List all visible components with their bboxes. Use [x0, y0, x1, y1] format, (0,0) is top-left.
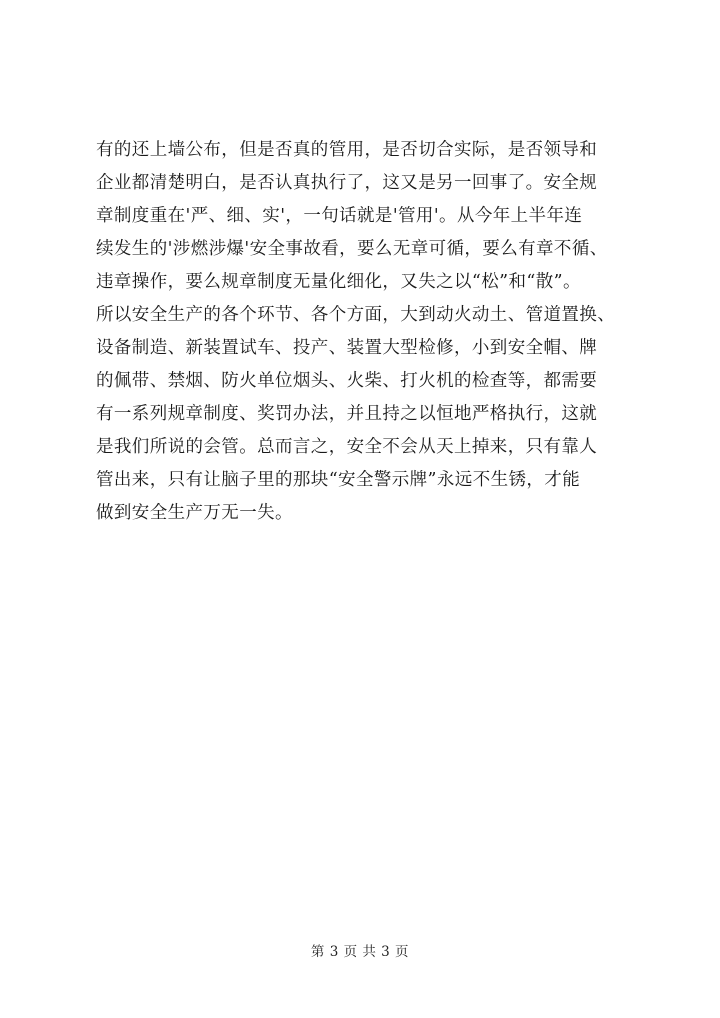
text-line: 是我们所说的会管。总而言之，安全不会从天上掉来，只有靠人 — [96, 437, 598, 457]
text-line: 有一系列规章制度、奖罚办法，并且持之以恒地严格执行，这就 — [96, 404, 598, 424]
text-line: 违章操作，要么规章制度无量化细化，又失之以“松”和“散”。 — [96, 272, 581, 292]
text-line: 有的还上墙公布，但是否真的管用，是否切合实际，是否领导和 — [96, 140, 598, 160]
text-line: 章制度重在'严、细、实'，一句话就是'管用'。从今年上半年连 — [96, 206, 583, 226]
text-line: 做到安全生产万无一失。 — [96, 503, 293, 523]
page-footer: 第 3 页 共 3 页 — [310, 944, 410, 960]
body-paragraph — [96, 134, 636, 530]
text-line: 管出来，只有让脑子里的那块“安全警示牌”永远不生锈，才能 — [96, 470, 581, 490]
text-line: 企业都清楚明白，是否认真执行了，这又是另一回事了。安全规 — [96, 173, 598, 193]
text-line: 续发生的'涉燃涉爆'安全事故看，要么无章可循，要么有章不循、 — [96, 239, 608, 259]
text-line: 的佩带、禁烟、防火单位烟头、火柴、打火机的检查等，都需要 — [96, 371, 598, 391]
text-line: 设备制造、新装置试车、投产、装置大型检修，小到安全帽、牌 — [96, 338, 598, 358]
text-line: 所以安全生产的各个环节、各个方面，大到动火动土、管道置换、 — [96, 305, 616, 325]
